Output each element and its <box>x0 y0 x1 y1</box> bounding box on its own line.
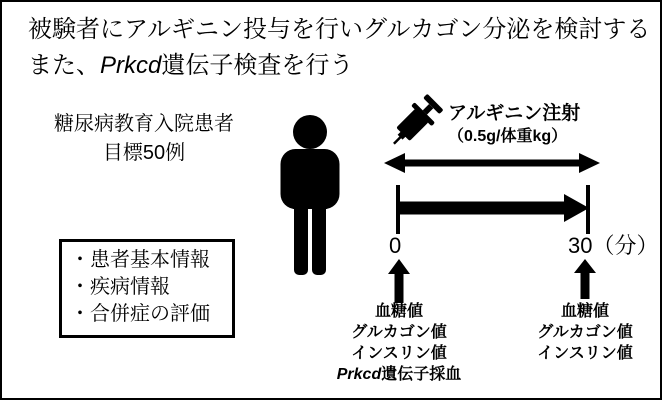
sampling-item: 血糖値 <box>374 303 423 320</box>
cohort-line1: 糖尿病教育入院患者 <box>54 113 234 135</box>
injection-dose: （0.5g/体重kg） <box>448 128 568 145</box>
study-title-line1: 被験者にアルギニン投与を行いグルカゴン分泌を検討する <box>28 16 651 43</box>
timeline-arrow <box>399 194 589 222</box>
sampling-item: 血糖値 <box>560 303 609 320</box>
gene-name: Prkcd <box>100 52 162 79</box>
person-icon <box>279 115 341 275</box>
cohort-label <box>38 110 250 168</box>
cohort-line2: 目標50例 <box>102 142 186 164</box>
info-box-item: ・疾病情報 <box>70 276 170 298</box>
sampling-item: インスリン値 <box>537 345 633 362</box>
study-title-line2: また、Prkcd遺伝子検査を行う <box>28 52 354 79</box>
timeline-end-label: 30（分） <box>568 233 659 258</box>
syringe-icon <box>384 88 448 156</box>
injection-label <box>448 102 618 148</box>
sampling-item: インスリン値 <box>351 345 447 362</box>
sampling-item-gene: Prkcd遺伝子採血 <box>336 366 462 383</box>
sampling-item: グルカゴン値 <box>351 324 447 341</box>
injection-period-arrow <box>384 151 600 175</box>
sampling-arrow-start <box>388 259 410 303</box>
sampling-list-end <box>510 301 660 364</box>
timeline-start-label: 0 <box>389 233 402 258</box>
study-title <box>28 12 652 84</box>
sampling-arrow-end <box>574 259 596 299</box>
info-box-item: ・患者基本情報 <box>70 249 210 271</box>
sampling-item: グルカゴン値 <box>537 324 633 341</box>
gene-name: Prkcd <box>336 366 382 383</box>
patient-info-box <box>59 239 235 338</box>
injection-name: アルギニン注射 <box>448 103 581 124</box>
sampling-list-start <box>324 301 474 385</box>
info-box-item: ・合併症の評価 <box>70 303 210 325</box>
